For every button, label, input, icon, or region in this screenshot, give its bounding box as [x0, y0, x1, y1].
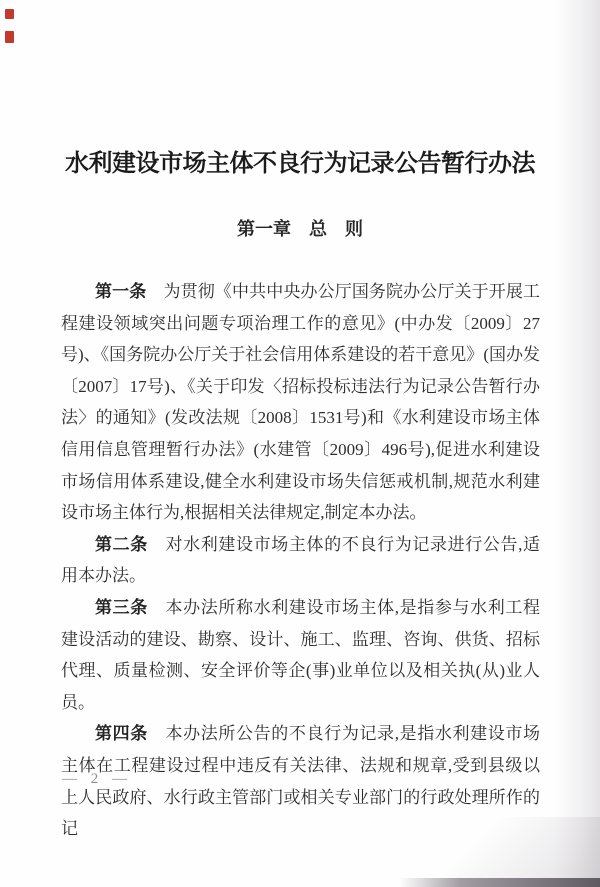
- article-paragraph: 第四条 本办法所公告的不良行为记录,是指水利建设市场主体在工程建设过程中违反有关法律、法规和规章,受到县级以上人民政府、水行政主管部门或相关专业部门的行政处理所作的记: [61, 724, 540, 839]
- red-stamp-mark-top: [5, 9, 14, 19]
- article-paragraph: 第一条 为贯彻《中共中央办公厅国务院办公厅关于开展工程建设领域突出问题专项治理工作的意见》(中办发〔2009〕27号)、《国务院办公厅关于社会信用体系建设的若干意见》(国办发〔2007〕17号)、《关于印发〈招标投标违法行为记录公告暂行办法〉的通知》(发改法规〔2008〕1531号)和《水利建设市场主体信用信息管理暂行办法》(水建管〔2009〕496号),促进水利建设市场信用体系建设,健全水利建设市场失信惩戒机制,规范水利建设市场主体行为,根据相关法律规定,制定本办法。: [61, 282, 541, 523]
- article-paragraph: 第三条 本办法所称水利建设市场主体,是指参与水利工程建设活动的建设、勘察、设计、施工、监理、咨询、供货、招标代理、质量检测、安全评价等企(事)业单位以及相关执(从)业人员。: [61, 597, 540, 712]
- red-stamp-mark-bottom: [5, 31, 14, 43]
- article-number: 第四条: [95, 724, 148, 744]
- article-number: 第三条: [95, 597, 148, 617]
- page-number: — 2 —: [62, 771, 132, 787]
- article-number: 第二条: [95, 534, 148, 554]
- article-number: 第一条: [95, 282, 147, 301]
- article-paragraph: 第二条 对水利建设市场主体的不良行为记录进行公告,适用本办法。: [61, 534, 540, 586]
- scan-bottom-edge: [400, 878, 600, 887]
- chapter-heading: 第一章 总 则: [237, 219, 363, 239]
- document-body: [61, 276, 540, 845]
- document-title: 水利建设市场主体不良行为记录公告暂行办法: [65, 151, 535, 177]
- scan-right-edge-shading: [554, 0, 600, 887]
